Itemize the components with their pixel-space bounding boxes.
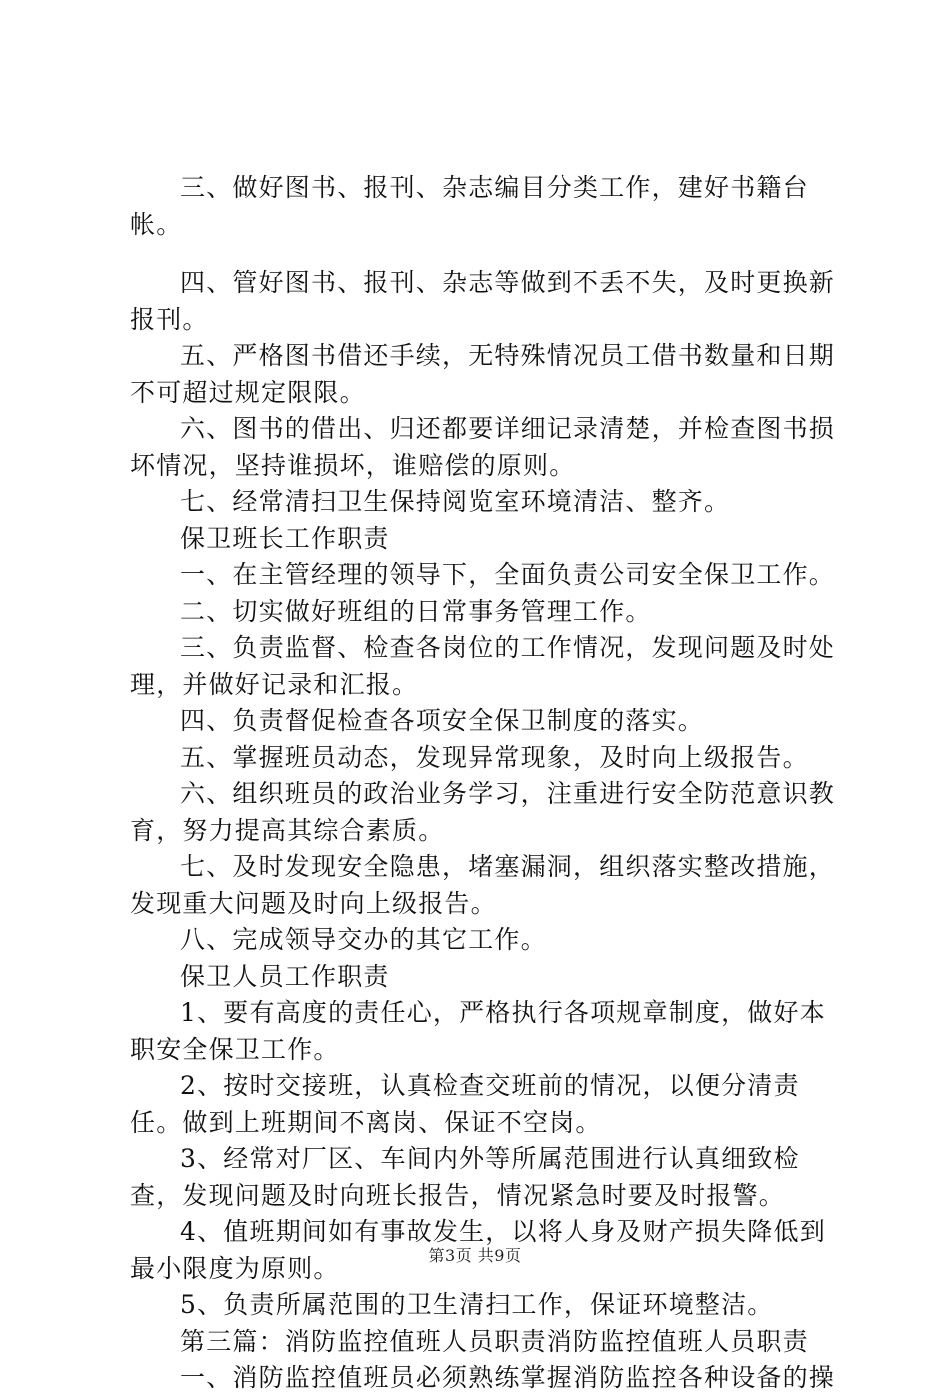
paragraph: 三、做好图书、报刊、杂志编目分类工作，建好书籍台帐。: [130, 173, 809, 239]
paragraph: 2、按时交接班，认真检查交班前的情况，以便分清责任。做到上班期间不离岗、保证不空岗。: [130, 1071, 800, 1137]
paragraph: 1、要有高度的责任心，严格执行各项规章制度，做好本职安全保卫工作。: [130, 998, 826, 1064]
paragraph: 一、消防监控值班员必须熟练掌握消防监控各种设备的操: [180, 1363, 836, 1392]
section-heading: 第三篇：消防监控值班人员职责消防监控值班人员职责: [180, 1326, 809, 1356]
paragraph: 三、负责监督、检查各岗位的工作情况，发现问题及时处理，并做好记录和汇报。: [130, 633, 836, 699]
paragraph: 4、值班期间如有事故发生，以将人身及财产损失降低到最小限度为原则。: [130, 1217, 826, 1283]
paragraph: 五、掌握班员动态，发现异常现象，及时向上级报告。: [180, 742, 809, 772]
paragraph: 六、组织班员的政治业务学习，注重进行安全防范意识教育，努力提高其综合素质。: [130, 779, 836, 845]
paragraph: 四、负责督促检查各项安全保卫制度的落实。: [180, 706, 705, 735]
paragraph: 5、负责所属范围的卫生清扫工作，保证环境整洁。: [180, 1290, 774, 1319]
paragraph: 八、完成领导交办的其它工作。: [180, 925, 547, 954]
paragraph: 一、在主管经理的领导下，全面负责公司安全保卫工作。: [180, 560, 836, 589]
section-heading: 保卫班长工作职责: [180, 523, 390, 553]
paragraph: 二、切实做好班组的日常事务管理工作。: [180, 596, 652, 626]
page-footer: [0, 1243, 950, 1266]
paragraph: 六、图书的借出、归还都要详细记录清楚，并检查图书损坏情况，坚持谁损坏，谁赔偿的原则。: [130, 414, 836, 480]
paragraph: 五、严格图书借还手续，无特殊情况员工借书数量和日期不可超过规定限限。: [130, 341, 836, 407]
paragraph: 四、管好图书、报刊、杂志等做到不丢不失，及时更换新报刊。: [130, 268, 836, 334]
document-body: [130, 170, 840, 1397]
paragraph: 七、及时发现安全隐患，堵塞漏洞，组织落实整改措施，发现重大问题及时向上级报告。: [130, 852, 836, 918]
paragraph: 3、经常对厂区、车间内外等所属范围进行认真细致检查，发现问题及时向班长报告，情况紧急时要及时报警。: [130, 1144, 800, 1210]
section-heading: 保卫人员工作职责: [180, 961, 390, 991]
paragraph: 七、经常清扫卫生保持阅览室环境清洁、整齐。: [180, 487, 731, 516]
page-number-label: 第3页 共9页: [428, 1246, 522, 1265]
